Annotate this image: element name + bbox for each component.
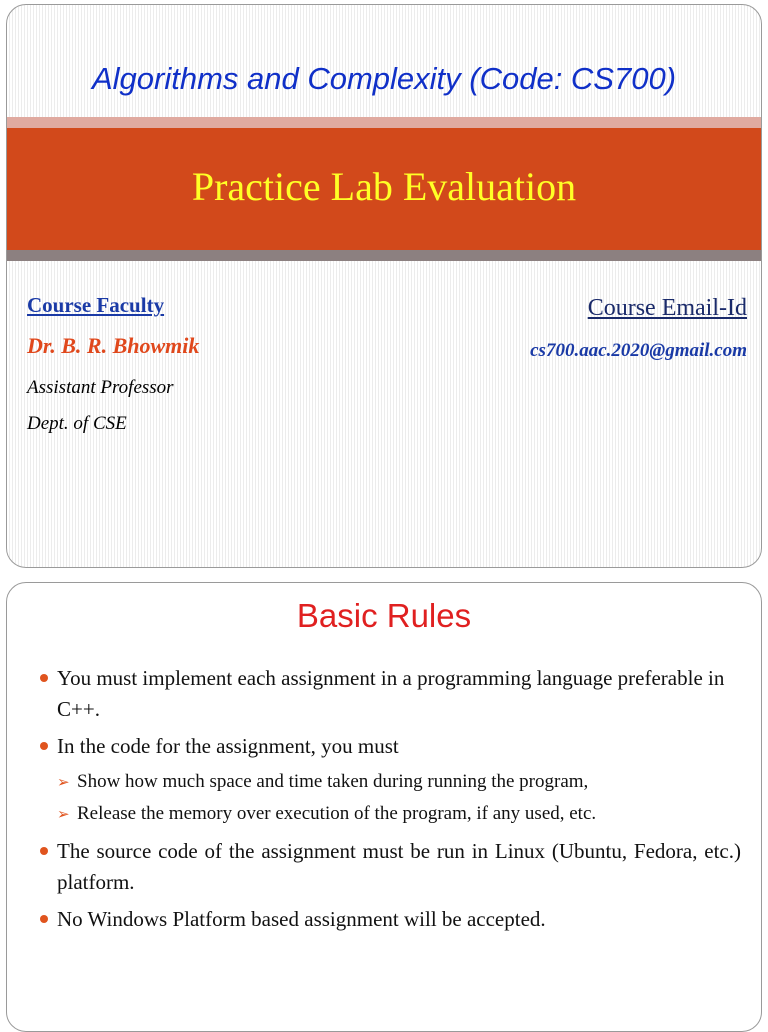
sub-rule-item [57,766,741,798]
faculty-role: Assistant Professor [27,377,174,398]
round-bullet-icon [40,847,48,855]
header-band-top [7,117,761,128]
rule-item [57,836,741,898]
round-bullet-icon [40,742,48,750]
email-address: cs700.aac.2020@gmail.com [530,340,747,361]
rules-title: Basic Rules [296,597,472,634]
rule-text: In the code for the assignment, you must [57,734,399,758]
header-band-bottom [7,250,761,261]
faculty-heading: Course Faculty [27,293,165,317]
rules-slide [6,582,762,1032]
round-bullet-icon [40,915,48,923]
sub-rule-item [57,798,741,830]
rules-list [57,663,741,941]
arrow-bullet-icon: ➢ [57,773,70,791]
round-bullet-icon [40,674,48,682]
sub-rule-text: Show how much space and time taken during running the program, [77,771,589,792]
rule-item [57,663,741,725]
email-heading: Course Email-Id [587,295,747,321]
rule-item [57,904,741,935]
arrow-bullet-icon: ➢ [57,805,70,823]
course-title: Algorithms and Complexity (Code: CS700) [91,61,677,96]
rule-text: The source code of the assignment must be run in Linux (Ubuntu, Fedora, etc.) platform. [57,839,741,894]
title-slide [6,4,762,568]
rule-item [57,731,741,830]
rule-text: No Windows Platform based assignment will be accepted. [57,907,546,931]
rule-text: You must implement each assignment in a programming language preferable in C++. [57,666,725,721]
sub-rule-text: Release the memory over execution of the program, if any used, etc. [77,803,597,824]
lab-title: Practice Lab Evaluation [191,164,577,209]
faculty-dept: Dept. of CSE [27,413,127,434]
sub-rules-list [57,766,741,830]
faculty-name: Dr. B. R. Bhowmik [27,333,200,358]
